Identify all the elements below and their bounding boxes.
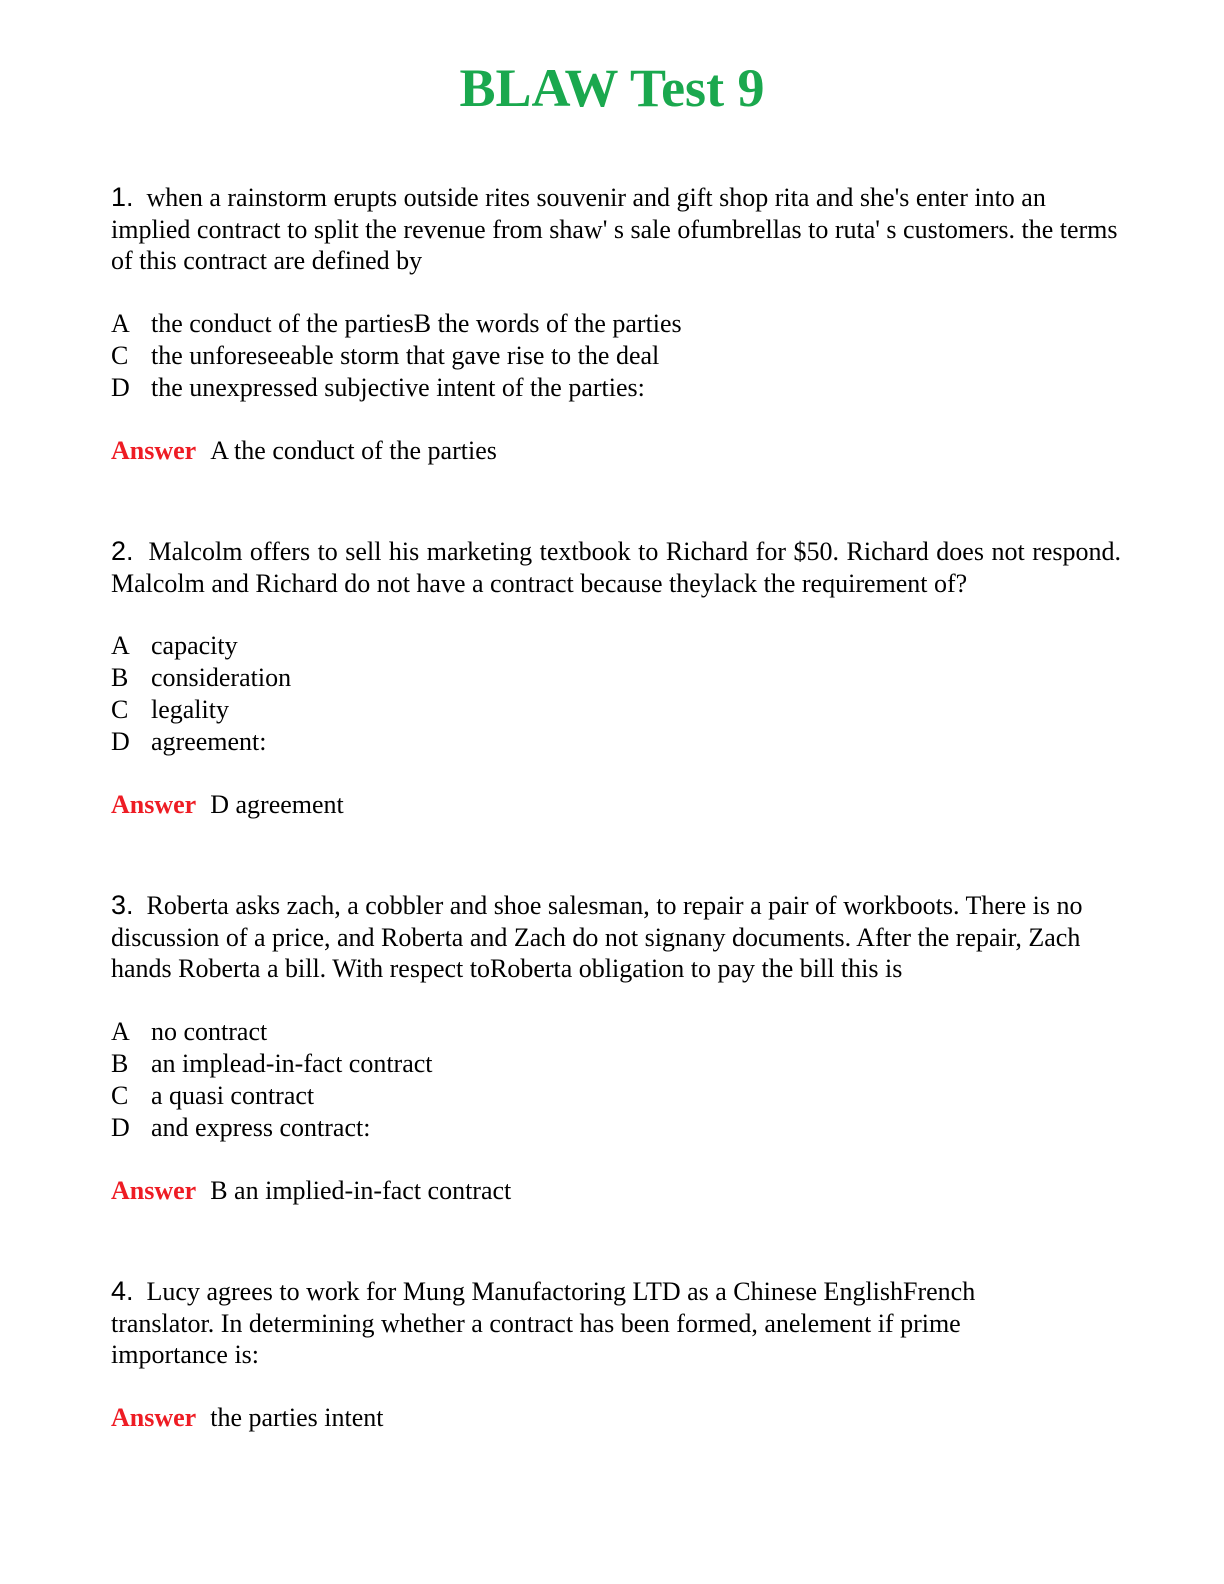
option-item (111, 662, 1121, 694)
option-letter: C (111, 340, 129, 370)
option-letter: D (111, 372, 130, 402)
option-letter: A (111, 308, 130, 338)
option-text: a quasi contract (151, 1080, 315, 1110)
option-text: legality (151, 695, 229, 724)
option-text: consideration (151, 663, 292, 692)
question-text (111, 1276, 1051, 1371)
question-4 (111, 1276, 1051, 1434)
answer-line (111, 1402, 1051, 1434)
option-letter: B (111, 1048, 129, 1078)
option-item (111, 340, 1121, 372)
option-letter: B (111, 663, 129, 692)
answer-label: Answer (111, 790, 197, 819)
question-text (111, 890, 1121, 985)
question-body: Roberta asks zach, a cobbler and shoe salesman, to repair a pair of workboots. There is no discussion of a price, and Roberta and Zach do not signany documents. After the repair, Zach hands Roberta a bill. With respect toRoberta obligation to pay the bill this is (111, 891, 1083, 983)
question-number: 2. (111, 536, 134, 566)
answer-label: Answer (111, 1175, 197, 1205)
answer-line (111, 1175, 1121, 1207)
question-number: 1. (111, 182, 134, 212)
option-item (111, 1048, 1121, 1080)
option-text: no contract (151, 1016, 268, 1046)
option-item (111, 1080, 1121, 1112)
option-text: the conduct of the partiesB the words of the parties (151, 308, 682, 338)
option-text: capacity (151, 631, 238, 660)
question-1 (111, 182, 1121, 467)
answer-text: A the conduct of the parties (210, 435, 497, 465)
answer-text: D agreement (210, 790, 344, 819)
option-letter: C (111, 695, 129, 724)
option-text: and express contract: (151, 1112, 371, 1142)
option-item (111, 372, 1121, 404)
option-text: the unforeseeable storm that gave rise to the deal (151, 340, 660, 370)
option-list (111, 630, 1121, 758)
option-item (111, 694, 1121, 726)
answer-label: Answer (111, 435, 197, 465)
question-body: when a rainstorm erupts outside rites souvenir and gift shop rita and she's enter into an implied contract to split the revenue from shaw' s sale ofumbrellas to ruta' s customers. the terms of this contract are defined by (111, 183, 1118, 275)
answer-line (111, 435, 1121, 467)
option-letter: C (111, 1080, 129, 1110)
option-list (111, 308, 1121, 404)
answer-line (111, 789, 1121, 821)
question-body: Lucy agrees to work for Mung Manufactoring LTD as a Chinese EnglishFrench translator. In determining whether a contract has been formed, anelement if prime importance is: (111, 1277, 976, 1369)
question-text (111, 536, 1121, 599)
question-number: 4. (111, 1276, 134, 1306)
page-title: BLAW Test 9 (459, 58, 765, 118)
option-letter: D (111, 727, 130, 756)
option-item (111, 308, 1121, 340)
question-2 (111, 536, 1121, 821)
option-item (111, 630, 1121, 662)
option-text: an implead-in-fact contract (151, 1048, 433, 1078)
question-3 (111, 890, 1121, 1207)
answer-text: B an implied-in-fact contract (210, 1175, 512, 1205)
option-text: agreement: (151, 727, 267, 756)
question-text (111, 182, 1121, 277)
option-text: the unexpressed subjective intent of the parties: (151, 372, 645, 402)
option-item (111, 1016, 1121, 1048)
option-letter: A (111, 631, 130, 660)
option-letter: D (111, 1112, 130, 1142)
option-list (111, 1016, 1121, 1144)
answer-text: the parties intent (210, 1402, 384, 1432)
question-body: Malcolm offers to sell his marketing textbook to Richard for $50. Richard does not respond. Malcolm and Richard do not have a contract because theylack the requirement of? (111, 537, 1122, 598)
question-number: 3. (111, 890, 134, 920)
option-item (111, 1112, 1121, 1144)
option-item (111, 726, 1121, 758)
option-letter: A (111, 1016, 130, 1046)
answer-label: Answer (111, 1402, 197, 1432)
